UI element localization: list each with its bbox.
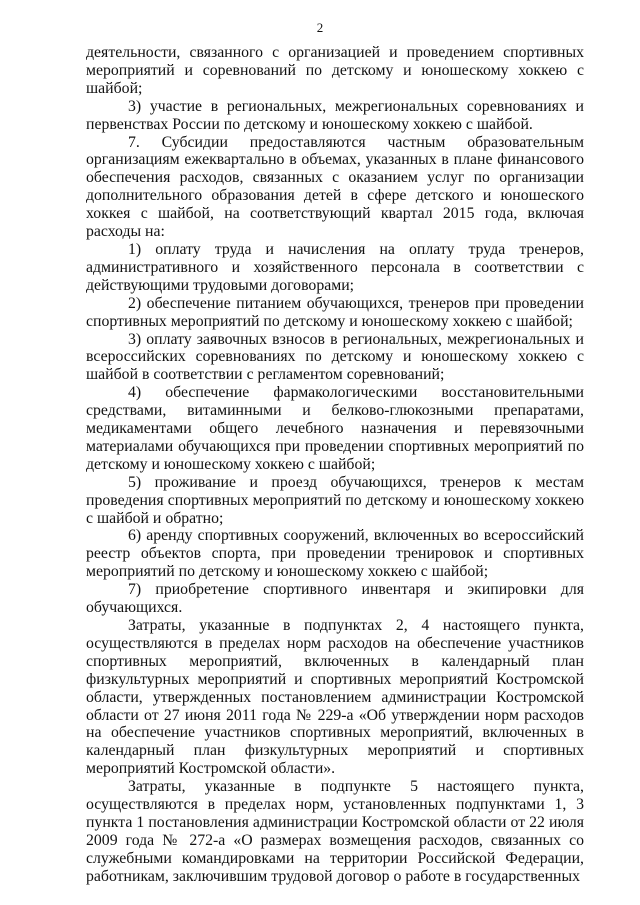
paragraph-costs-2-4: Затраты, указанные в подпунктах 2, 4 настоящего пункта, осуществляются в пределах норм расходов на обеспечение участников спортивных мероприятий, включенных в календарный план физкультурных мероприятий и спортивных мероприятий Костромской области, утвержденных постановлением администрации Костромской области от 27 июня 2011 года № 229-а «Об утверждении норм расходов на обеспечение участников спортивных мероприятий, включенных в календарный план физкультурных мероприятий и спортивных мероприятий Костромской области». bbox=[86, 617, 584, 778]
paragraph-continuation: деятельности, связанного с организацией и проведением спортивных мероприятий и соревнований по детскому и юношескому хоккею с шайбой; bbox=[86, 44, 584, 97]
paragraph-item-3-fees: 3) оплату заявочных взносов в региональных, межрегиональных и всероссийских соревнованиях по детскому и юношескому хоккею с шайбой в соответствии с регламентом соревнований; bbox=[86, 330, 584, 384]
paragraph-item-3-participation: 3) участие в региональных, межрегиональных соревнованиях и первенствах России по детскому и юношескому хоккею с шайбой. bbox=[86, 97, 584, 133]
page-number: 2 bbox=[316, 20, 324, 35]
paragraph-item-6-rent: 6) аренду спортивных сооружений, включенных во всероссийский реестр объектов спорта, при проведении тренировок и спортивных мероприятий по детскому и юношескому хоккею с шайбой; bbox=[86, 527, 584, 581]
paragraph-costs-5: Затраты, указанные в подпункте 5 настоящего пункта, осуществляются в пределах норм, установленных подпунктами 1, 3 пункта 1 постановления администрации Костромской области от 22 июля 2009 года № 272-а «О размерах возмещения расходов, связанных со служебными командировками на территории Российской Федерации, работникам, заключившим трудовой договор о работе в государственных bbox=[86, 778, 584, 885]
paragraph-item-2-meals: 2) обеспечение питанием обучающихся, тренеров при проведении спортивных мероприятий по детскому и юношескому хоккею с шайбой; bbox=[86, 294, 584, 330]
paragraph-item-5-travel: 5) проживание и проезд обучающихся, тренеров к местам проведения спортивных мероприятий по детскому и юношескому хоккею с шайбой и обратно; bbox=[86, 473, 584, 527]
document-body bbox=[86, 44, 584, 886]
paragraph-item-1-salary: 1) оплату труда и начисления на оплату труда тренеров, административного и хозяйственного персонала в соответствии с действующими трудовыми договорами; bbox=[86, 240, 584, 294]
paragraph-item-4-pharma: 4) обеспечение фармакологическими восстановительными средствами, витаминными и белково-глюкозными препаратами, медикаментами общего лечебного назначения и перевязочными материалами обучающихся при проведении спортивных мероприятий по детскому и юношескому хоккею с шайбой; bbox=[86, 384, 584, 473]
paragraph-section-7: 7. Субсидии предоставляются частным образовательным организациям ежеквартально в объемах, указанных в плане финансового обеспечения расходов, связанных с оказанием услуг по организации дополнительного образования детей в сфере детского и юношеского хоккея с шайбой, на соответствующий квартал 2015 года, включая расходы на: bbox=[86, 133, 584, 241]
paragraph-item-7-equipment: 7) приобретение спортивного инвентаря и экипировки для обучающихся. bbox=[86, 581, 584, 617]
